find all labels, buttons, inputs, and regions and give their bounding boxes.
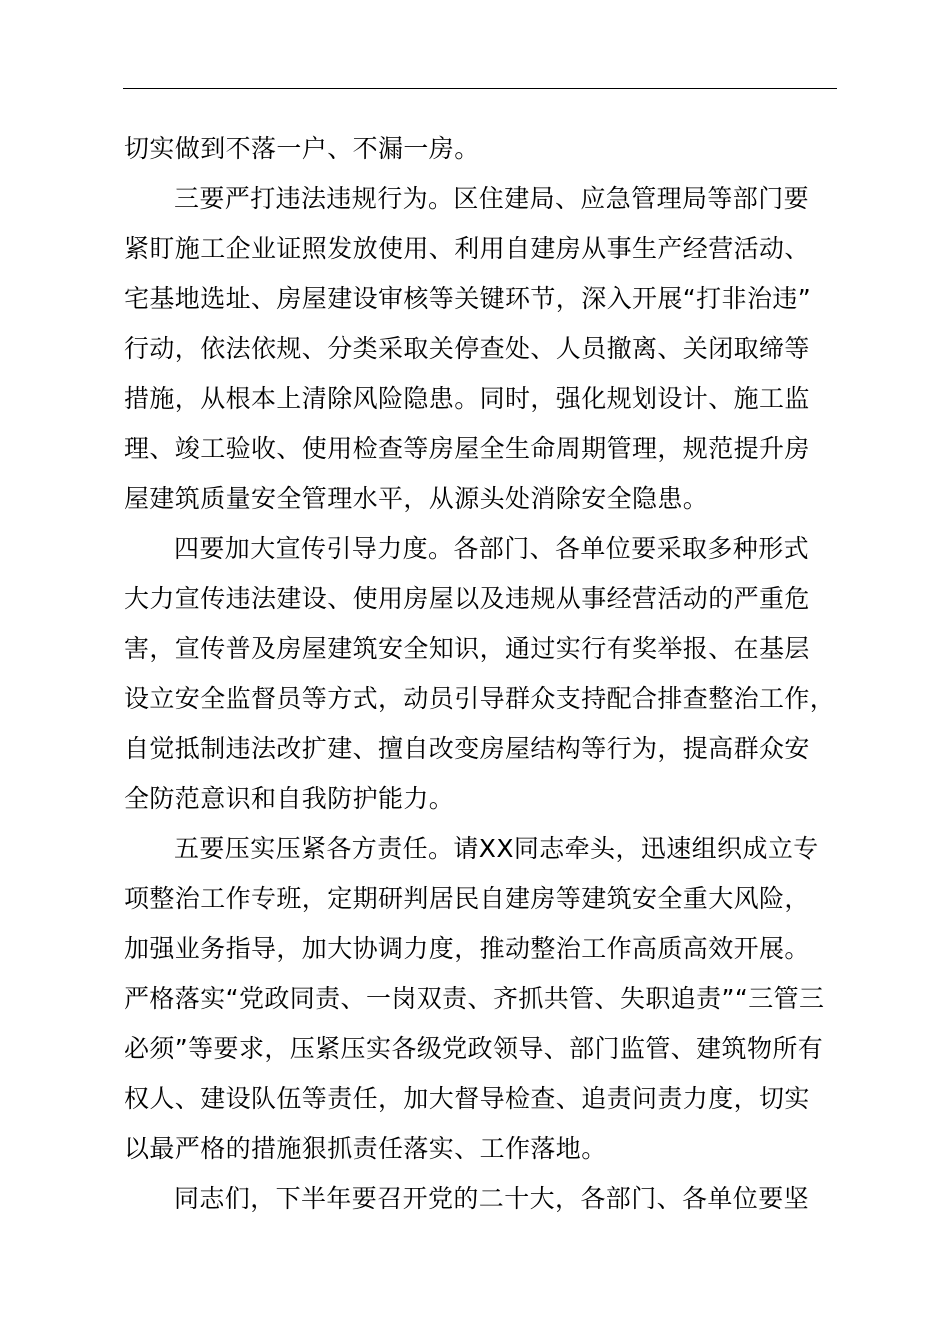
text-line: 必须”等要求，压紧压实各级党政领导、部门监管、建筑物所有	[124, 1034, 824, 1063]
text-line: 紧盯施工企业证照发放使用、利用自建房从事生产经营活动、	[124, 234, 810, 263]
text-line: 自觉抵制违法改扩建、擅自改变房屋结构等行为，提高群众安	[124, 734, 810, 763]
text-line: 加强业务指导，加大协调力度，推动整治工作高质高效开展。	[124, 934, 810, 963]
text-line: 项整治工作专班，定期研判居民自建房等建筑安全重大风险，	[124, 884, 810, 913]
text-line: 五要压实压紧各方责任。请XX同志牵头，迅速组织成立专	[174, 834, 819, 863]
text-line: 理、竣工验收、使用检查等房屋全生命周期管理，规范提升房	[124, 434, 810, 463]
text-line: 害，宣传普及房屋建筑安全知识，通过实行有奖举报、在基层	[124, 634, 810, 663]
text-line: 切实做到不落一户、不漏一房。	[124, 134, 480, 163]
text-line: 同志们，下半年要召开党的二十大，各部门、各单位要坚	[174, 1184, 810, 1213]
text-line: 措施，从根本上清除风险隐患。同时，强化规划设计、施工监	[124, 384, 810, 413]
header-rule	[123, 88, 837, 89]
text-line: 四要加大宣传引导力度。各部门、各单位要采取多种形式	[174, 534, 810, 563]
text-line: 大力宣传违法建设、使用房屋以及违规从事经营活动的严重危	[124, 584, 810, 613]
body-text	[124, 124, 864, 1224]
text-line: 严格落实“党政同责、一岗双责、齐抓共管、失职追责”“三管三	[124, 984, 825, 1013]
text-line: 三要严打违法违规行为。区住建局、应急管理局等部门要	[174, 184, 810, 213]
text-line: 设立安全监督员等方式，动员引导群众支持配合排查整治工作，	[124, 684, 836, 713]
text-line: 宅基地选址、房屋建设审核等关键环节，深入开展“打非治违”	[124, 284, 812, 313]
text-line: 行动，依法依规、分类采取关停查处、人员撤离、关闭取缔等	[124, 334, 810, 363]
text-line: 权人、建设队伍等责任，加大督导检查、追责问责力度，切实	[124, 1084, 810, 1113]
text-line: 屋建筑质量安全管理水平，从源头处消除安全隐患。	[124, 484, 709, 513]
text-line: 全防范意识和自我防护能力。	[124, 784, 455, 813]
text-line: 以最严格的措施狠抓责任落实、工作落地。	[124, 1134, 607, 1163]
